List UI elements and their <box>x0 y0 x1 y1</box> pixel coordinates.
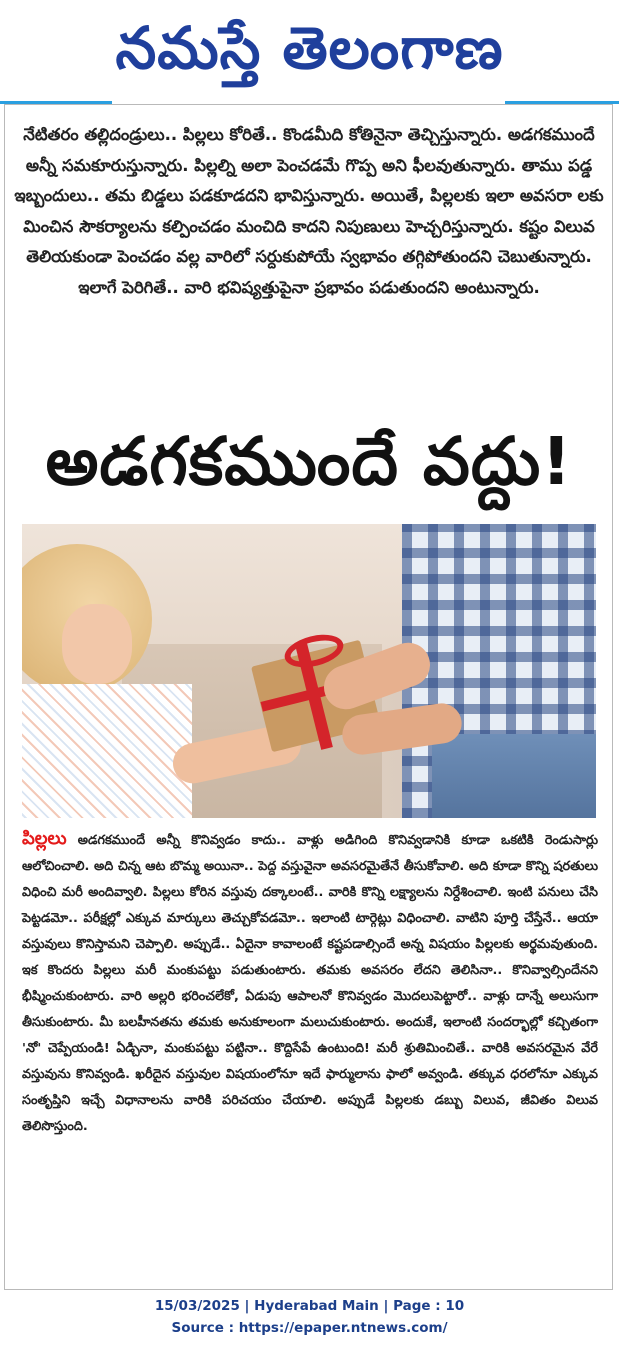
footer-source-link[interactable]: Source : https://epaper.ntnews.com/ <box>171 1320 448 1336</box>
article-intro: నేటితరం తల్లిదండ్రులు.. పిల్లలు కోరితే.. కొండమీది కోతినైనా తెచ్చిస్తున్నారు. అడగకముందే అన్నీ సమకూరుస్తున్నారు. పిల్లల్ని అలా పెంచడమే గొప్ప అని ఫీలవుతున్నారు. తాము పడ్డ ఇబ్బందులు.. తమ బిడ్డలు పడకూడదని భావిస్తున్నారు. అయితే, పిల్లలకు ఇలా అవసరా లకు మించిన సౌకర్యాలను కల్పించడం మంచిది కాదని నిపుణులు హెచ్చరిస్తున్నారు. కష్టం విలువ తెలియకుండా పెంచడం వల్ల వారిలో సర్దుకుపోయే స్వభావం తగ్గిపోతుందని చెబుతున్నారు. ఇలాగే పెరిగితే.. వారి భవిష్యత్తుపైనా ప్రభావం పడుతుందని అంటున్నారు. <box>14 125 604 297</box>
article-photo <box>22 524 596 818</box>
newspaper-logo: నమస్తే తెలంగాణ <box>115 14 504 82</box>
article-lead-word: పిల్లలు <box>22 828 67 849</box>
article-headline: అడగకముందే వద్దు! <box>45 423 573 500</box>
masthead <box>0 0 619 96</box>
photo-man-jeans <box>432 734 596 818</box>
article-body <box>22 826 598 1140</box>
photo-girl-shirt <box>22 684 192 818</box>
photo-girl-face <box>62 604 132 684</box>
article-body-text: అడగకముందే అన్నీ కొనివ్వడం కాదు.. వాళ్లు అడిగింది కొనివ్వడానికి కూడా ఒకటికి రెండుసార్లు ఆలోచించాలి. అది చిన్న ఆట బొమ్మ అయినా.. పెద్ద వస్తువైనా అవసరమైతేనే తీసుకోవాలి. అది కూడా కొన్ని షరతులు విధించి మరీ అందివ్వాలి. పిల్లలు కోరిన వస్తువు దక్కాలంటే.. వారికి కొన్ని లక్ష్యాలను నిర్దేశించాలి. ఇంటి పనులు చేసి పెట్టడమో.. పరీక్షల్లో ఎక్కువ మార్కులు తెచ్చుకోవడమో.. ఇలాంటి టార్గెట్లు విధించాలి. వాటిని పూర్తి చేస్తేనే.. ఆయా వస్తువులు కొనిస్తామని చెప్పాలి. అప్పుడే.. ఏదైనా కావాలంటే కష్టపడాల్సిందే అన్న విషయం పిల్లలకు అర్థమవుతుంది. ఇక కొందరు పిల్లలు మరీ మంకుపట్టు పడుతుంటారు. తమకు అవసరం లేదని తెలిసినా.. కొనివ్వాల్సిందేనని భీష్మించుకుంటారు. వారి అల్లరి భరించలేకో, ఏడుపు ఆపాలనో కొనివ్వడం మొదలుపెట్టారో.. వాళ్లు దాన్నే అలుసుగా తీసుకుంటారు. మీ బలహీనతను తమకు అనుకూలంగా మలుచుకుంటారు. అందుకే, ఇలాంటి సందర్భాల్లో కచ్చితంగా 'నో' చెప్పేయండి! ఏడ్చినా, మంకుపట్టు పట్టినా.. కొద్దిసేపే ఉంటుంది! మరీ శ్రుతిమించితే.. వారికి అవసరమైన వేరే వస్తువును కొనివ్వండి. ఖరీదైన వస్తువుల విషయంలోనూ ఇదే ఫార్ములాను ఫాలో అవ్వండి. తక్కువ ధరలోనూ ఎక్కువ సంతృప్తిని ఇచ్చే విధానాలను వారికి పరిచయం చేయాలి. అప్పుడే పిల్లలకు డబ్బు విలువ, జీవితం విలువ తెలిసొస్తుంది. <box>22 833 598 1134</box>
footer-date-edition: 15/03/2025 | Hyderabad Main | Page : 10 <box>154 1298 465 1314</box>
